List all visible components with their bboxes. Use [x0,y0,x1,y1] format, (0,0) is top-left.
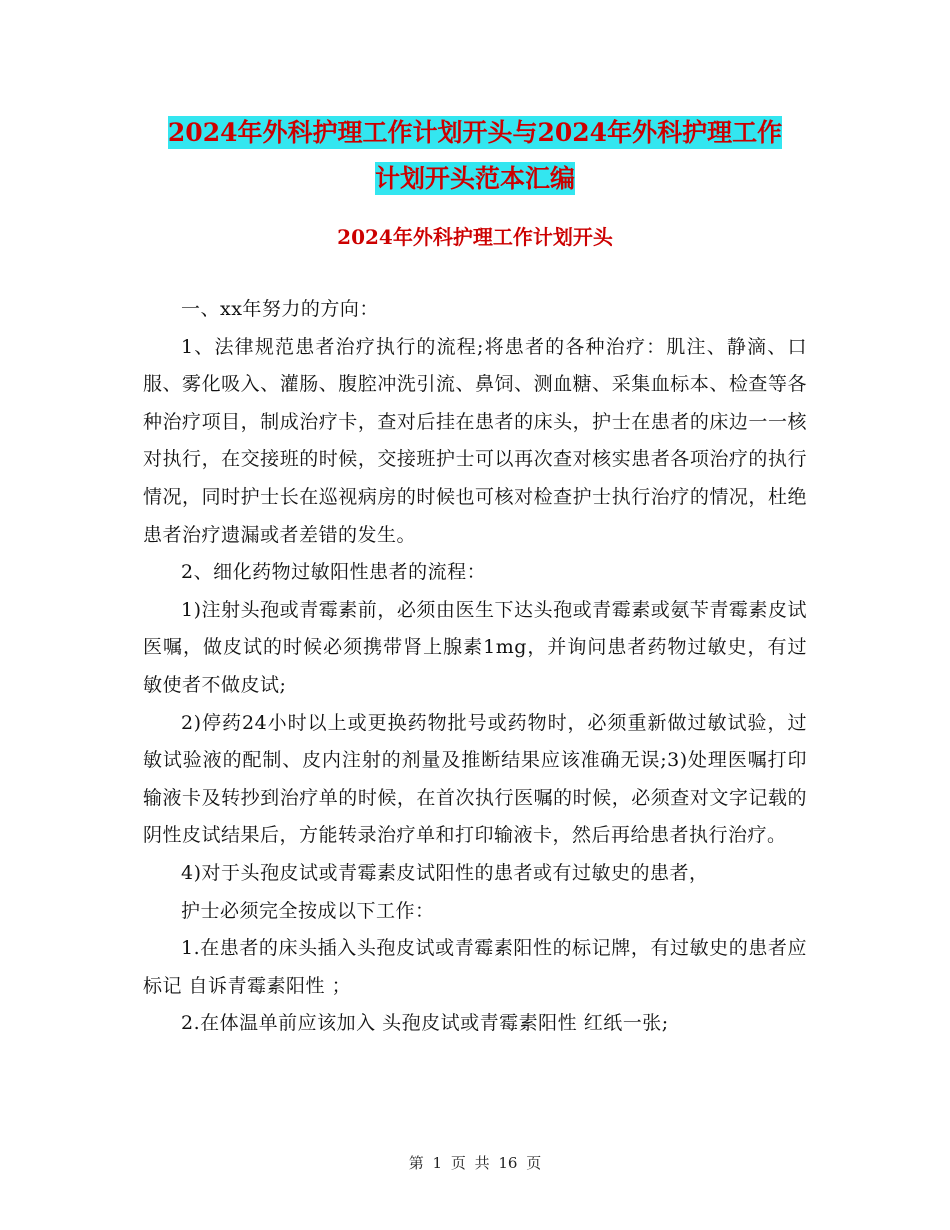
paragraph: 1、法律规范患者治疗执行的流程;将患者的各种治疗：肌注、静滴、口服、雾化吸入、灌肠、腹腔冲洗引流、鼻饲、测血糖、采集血标本、检查等各种治疗项目，制成治疗卡，查对后挂在患者的床头，护士在患者的床边一一核对执行，在交接班的时候，交接班护士可以再次查对核实患者各项治疗的执行情况，同时护士长在巡视病房的时候也可核对检查护士执行治疗的情况，杜绝患者治疗遗漏或者差错的发生。 [143,335,807,546]
paragraph: 2)停药24小时以上或更换药物批号或药物时，必须重新做过敏试验，过敏试验液的配制、皮内注射的剂量及推断结果应该准确无误;3)处理医嘱打印输液卡及转抄到治疗单的时候，在首次执行医嘱的时候，必须查对文字记载的阴性皮试结果后，方能转录治疗单和打印输液卡，然后再给患者执行治疗。 [143,711,807,847]
paragraph: 2、细化药物过敏阳性患者的流程： [181,561,487,584]
title-line-2: 计划开头范本汇编 [374,164,575,193]
paragraph: 4)对于头孢皮试或青霉素皮试阳性的患者或有过敏史的患者， [181,861,709,884]
document-body [143,291,807,1043]
document-title [0,110,950,202]
paragraph: 一、xx年努力的方向： [181,298,379,320]
section-title: 2024年外科护理工作计划开头 [337,225,613,249]
page-footer: 第 1 页 共 16 页 [408,1154,542,1172]
paragraph: 2.在体温单前应该加入 头孢皮试或青霉素阳性 红纸一张; [181,1012,669,1035]
paragraph: 1)注射头孢或青霉素前，必须由医生下达头孢或青霉素或氨苄青霉素皮试医嘱，做皮试的时候必须携带肾上腺素1mg，并询问患者药物过敏史，有过敏使者不做皮试; [143,598,807,696]
title-line-1: 2024年外科护理工作计划开头与2024年外科护理工作 [167,118,783,147]
paragraph: 护士必须完全按成以下工作： [181,899,435,922]
paragraph: 1.在患者的床头插入头孢皮试或青霉素阳性的标记牌，有过敏史的患者应标记 自诉青霉素阳性 ； [143,937,807,997]
